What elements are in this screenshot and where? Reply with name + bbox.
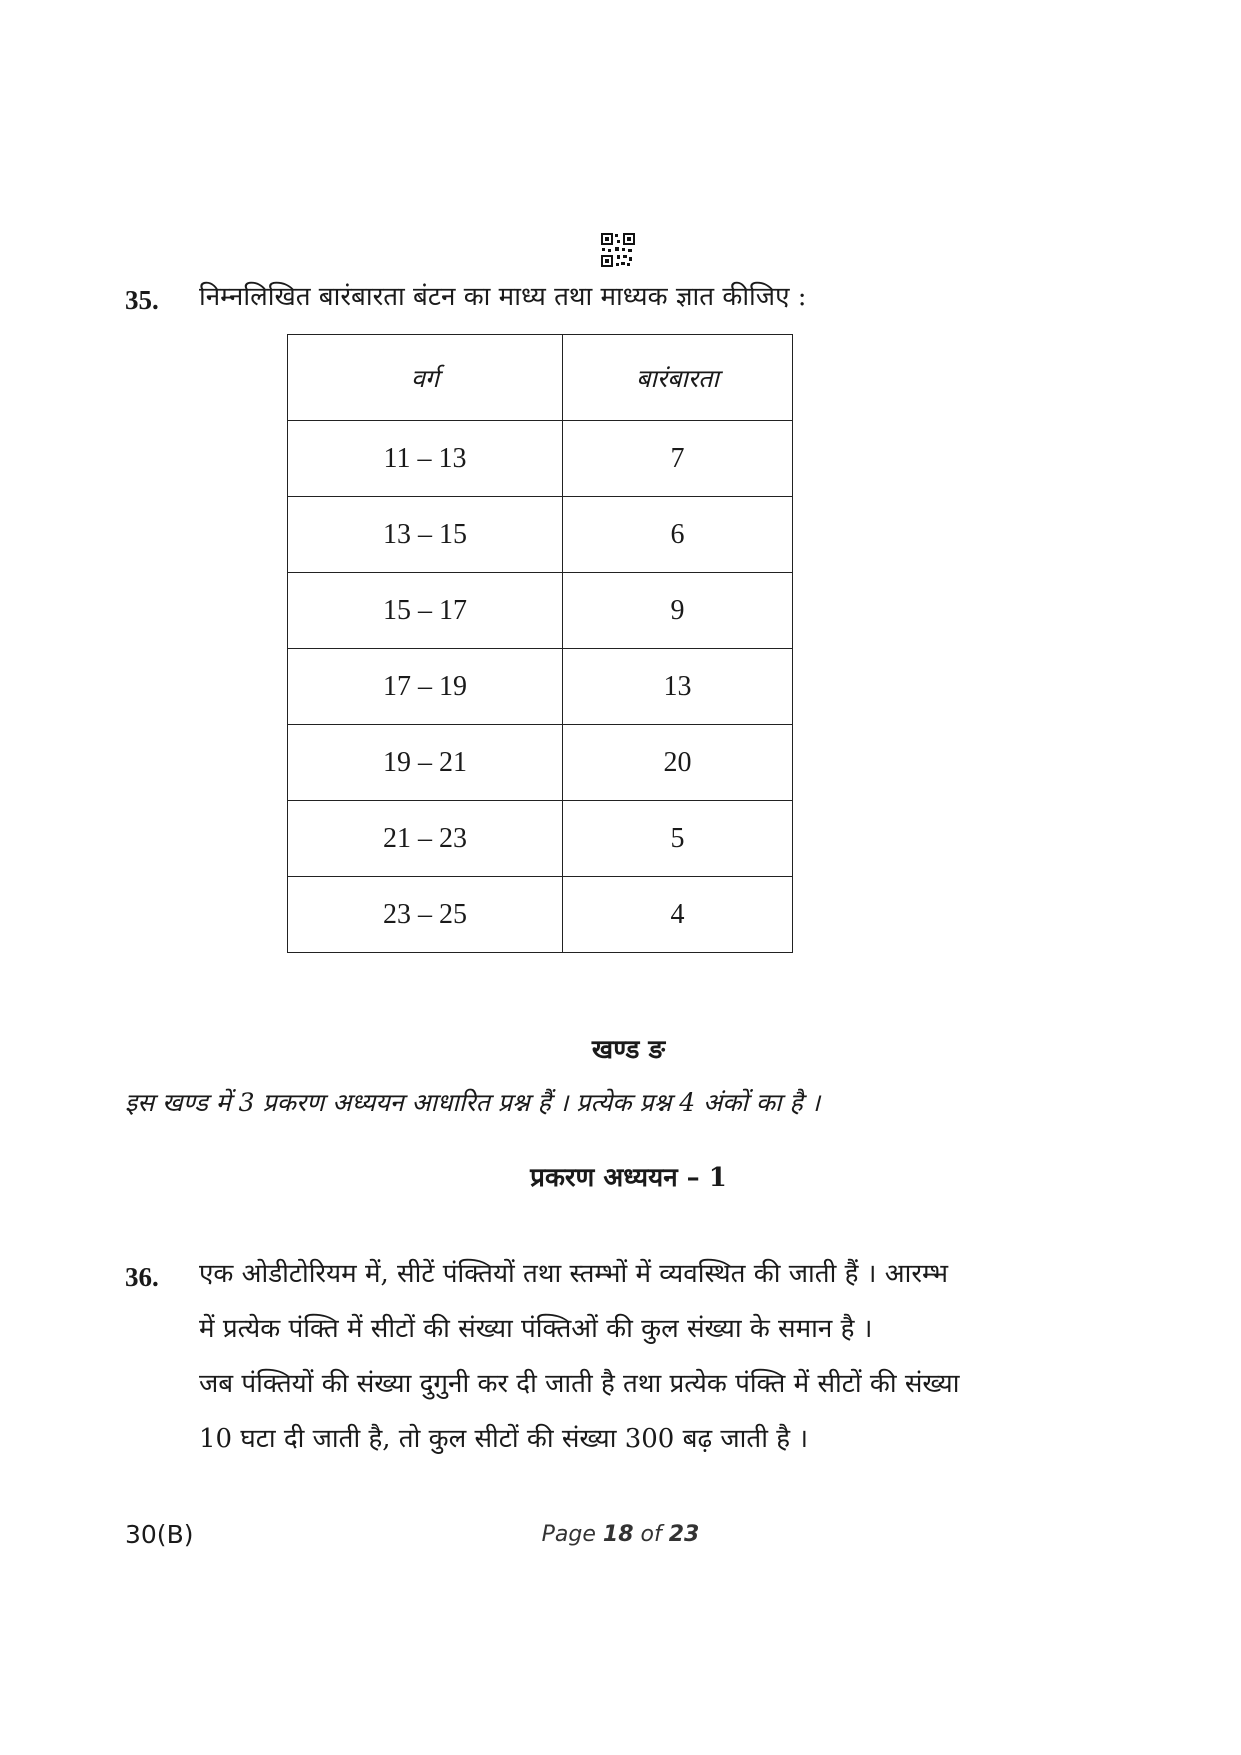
question-text-line: एक ओडीटोरियम में, सीटें पंक्तियों तथा स्तम्भों में व्यवस्थित की जाती हैं । आरम्भ (199, 1259, 949, 1289)
class-cell: 15 – 17 (288, 573, 563, 649)
question-number: 35. (125, 285, 159, 315)
table-row (288, 801, 793, 877)
table-header-row (288, 335, 793, 421)
frequency-cell: 13 (563, 649, 793, 725)
frequency-cell: 7 (563, 421, 793, 497)
column-header-class: वर्ग (288, 335, 563, 421)
table-row (288, 725, 793, 801)
class-cell: 21 – 23 (288, 801, 563, 877)
paper-code: 30(B) (125, 1520, 194, 1549)
page-prefix: Page (541, 1522, 596, 1547)
class-cell: 19 – 21 (288, 725, 563, 801)
question-text-line: 10 घटा दी जाती है, तो कुल सीटों की संख्या 300 बढ़ जाती है । (199, 1424, 809, 1454)
question-text: निम्नलिखित बारंबारता बंटन का माध्य तथा माध्यक ज्ञात कीजिए : (199, 282, 807, 312)
question-text-line: जब पंक्तियों की संख्या दुगुनी कर दी जाती है तथा प्रत्येक पंक्ति में सीटों की संख्या (199, 1369, 960, 1399)
section-title: खण्ड ङ (591, 1035, 666, 1065)
table-row (288, 421, 793, 497)
table-row (288, 573, 793, 649)
page-total: 23 (668, 1522, 700, 1547)
page-current: 18 (602, 1522, 634, 1547)
class-cell: 23 – 25 (288, 877, 563, 953)
frequency-table (287, 334, 793, 953)
question-text-line: में प्रत्येक पंक्ति में सीटों की संख्या पंक्तिओं की कुल संख्या के समान है । (199, 1314, 873, 1344)
page-number (0, 1522, 1241, 1547)
page-of: of (640, 1522, 662, 1547)
column-header-frequency: बारंबारता (563, 335, 793, 421)
table-row (288, 497, 793, 573)
section-instructions: इस खण्ड में 3 प्रकरण अध्ययन आधारित प्रश्न हैं । प्रत्येक प्रश्न 4 अंकों का है । (125, 1088, 821, 1117)
question-number: 36. (125, 1262, 159, 1292)
class-cell: 17 – 19 (288, 649, 563, 725)
frequency-cell: 20 (563, 725, 793, 801)
frequency-cell: 9 (563, 573, 793, 649)
table-row (288, 877, 793, 953)
class-cell: 11 – 13 (288, 421, 563, 497)
frequency-cell: 4 (563, 877, 793, 953)
table-row (288, 649, 793, 725)
case-study-title: प्रकरण अध्ययन – 1 (530, 1163, 727, 1193)
class-cell: 13 – 15 (288, 497, 563, 573)
frequency-cell: 6 (563, 497, 793, 573)
frequency-cell: 5 (563, 801, 793, 877)
qr-code-icon (600, 232, 636, 268)
